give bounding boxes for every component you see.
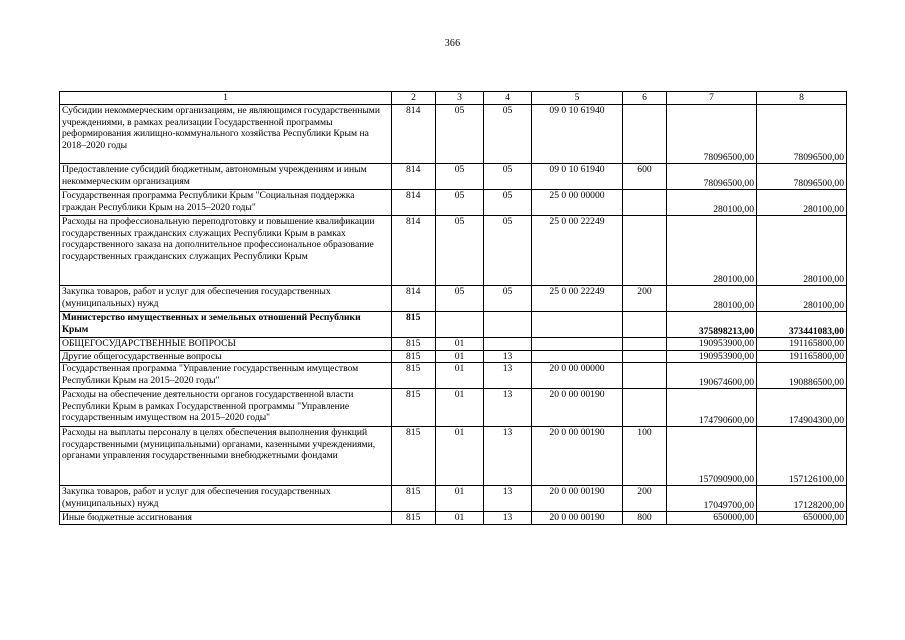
amount-8-cell: 174904300,00 xyxy=(757,389,847,427)
code-6-cell xyxy=(623,190,667,216)
row-name-cell: Предоставление субсидий бюджетным, автономным учреждениям и иным некоммерческим организациям xyxy=(60,164,392,190)
code-4-cell: 05 xyxy=(484,164,532,190)
column-header: 2 xyxy=(392,92,436,105)
code-4-cell: 13 xyxy=(484,389,532,427)
code-3-cell: 01 xyxy=(436,486,484,512)
amount-7-cell: 280100,00 xyxy=(667,286,757,312)
code-4-cell xyxy=(484,312,532,338)
code-4-cell: 13 xyxy=(484,486,532,512)
code-5-cell: 20 0 00 00190 xyxy=(532,512,623,525)
code-2-cell: 815 xyxy=(392,427,436,486)
column-header: 3 xyxy=(436,92,484,105)
column-header: 8 xyxy=(757,92,847,105)
code-6-cell xyxy=(623,105,667,164)
amount-8-cell: 17128200,00 xyxy=(757,486,847,512)
table-row xyxy=(60,164,847,190)
code-6-cell: 800 xyxy=(623,512,667,525)
code-5-cell: 20 0 00 00190 xyxy=(532,486,623,512)
row-name-cell: Расходы на выплаты персоналу в целях обеспечения выполнения функций государственными (муниципальными) органами, казенными учреждениями, органами управления государственными внебюджетными фондами xyxy=(60,427,392,486)
code-5-cell: 25 0 00 22249 xyxy=(532,286,623,312)
table-row xyxy=(60,427,847,486)
code-5-cell: 20 0 00 00000 xyxy=(532,363,623,389)
table-row xyxy=(60,512,847,525)
code-2-cell: 814 xyxy=(392,105,436,164)
table-row xyxy=(60,190,847,216)
code-3-cell: 05 xyxy=(436,164,484,190)
code-5-cell xyxy=(532,338,623,351)
code-5-cell: 25 0 00 22249 xyxy=(532,216,623,286)
code-4-cell: 13 xyxy=(484,427,532,486)
code-4-cell: 05 xyxy=(484,216,532,286)
code-6-cell xyxy=(623,389,667,427)
code-2-cell: 814 xyxy=(392,216,436,286)
budget-table xyxy=(59,91,847,525)
page-number: 366 xyxy=(444,38,461,49)
amount-7-cell: 157090900,00 xyxy=(667,427,757,486)
code-4-cell: 13 xyxy=(484,363,532,389)
code-5-cell xyxy=(532,350,623,363)
amount-7-cell: 190953900,00 xyxy=(667,338,757,351)
code-4-cell xyxy=(484,338,532,351)
column-header: 1 xyxy=(60,92,392,105)
amount-8-cell: 191165800,00 xyxy=(757,350,847,363)
code-3-cell xyxy=(436,312,484,338)
code-3-cell: 01 xyxy=(436,427,484,486)
amount-8-cell: 373441083,00 xyxy=(757,312,847,338)
code-2-cell: 814 xyxy=(392,190,436,216)
amount-7-cell: 650000,00 xyxy=(667,512,757,525)
table-row xyxy=(60,105,847,164)
code-5-cell: 20 0 00 00190 xyxy=(532,389,623,427)
code-4-cell: 05 xyxy=(484,190,532,216)
code-3-cell: 05 xyxy=(436,190,484,216)
code-6-cell xyxy=(623,350,667,363)
code-5-cell: 09 0 10 61940 xyxy=(532,164,623,190)
table-row xyxy=(60,486,847,512)
code-3-cell: 01 xyxy=(436,512,484,525)
table-header-row xyxy=(60,92,847,105)
code-5-cell xyxy=(532,312,623,338)
amount-8-cell: 280100,00 xyxy=(757,216,847,286)
code-4-cell: 05 xyxy=(484,286,532,312)
code-3-cell: 01 xyxy=(436,363,484,389)
code-4-cell: 13 xyxy=(484,350,532,363)
code-3-cell: 05 xyxy=(436,286,484,312)
amount-7-cell: 174790600,00 xyxy=(667,389,757,427)
row-name-cell: Закупка товаров, работ и услуг для обеспечения государственных (муниципальных) нужд xyxy=(60,486,392,512)
amount-7-cell: 78096500,00 xyxy=(667,164,757,190)
table-row xyxy=(60,286,847,312)
code-5-cell: 25 0 00 00000 xyxy=(532,190,623,216)
table-row xyxy=(60,363,847,389)
code-4-cell: 05 xyxy=(484,105,532,164)
code-2-cell: 814 xyxy=(392,164,436,190)
row-name-cell: Расходы на профессиональную переподготовку и повышение квалификации государственных гражданских служащих Республики Крым в рамках государственного заказа на дополнительное профессиональное образование государственных гражданских служащих Республики Крым xyxy=(60,216,392,286)
amount-7-cell: 190674600,00 xyxy=(667,363,757,389)
amount-8-cell: 650000,00 xyxy=(757,512,847,525)
code-6-cell: 200 xyxy=(623,286,667,312)
row-name-cell: Закупка товаров, работ и услуг для обеспечения государственных (муниципальных) нужд xyxy=(60,286,392,312)
column-header: 5 xyxy=(532,92,623,105)
code-4-cell: 13 xyxy=(484,512,532,525)
amount-8-cell: 280100,00 xyxy=(757,190,847,216)
code-5-cell: 09 0 10 61940 xyxy=(532,105,623,164)
row-name-cell: Расходы на обеспечение деятельности органов государственной власти Республики Крым в рамках Государственной программы "Управление государственным имуществом на 2015–2020 годы" xyxy=(60,389,392,427)
amount-7-cell: 280100,00 xyxy=(667,216,757,286)
code-3-cell: 01 xyxy=(436,338,484,351)
row-name-cell: Государственная программа Республики Крым "Социальная поддержка граждан Республики Крым на 2015–2020 годы" xyxy=(60,190,392,216)
table-row xyxy=(60,216,847,286)
code-6-cell xyxy=(623,338,667,351)
code-2-cell: 815 xyxy=(392,363,436,389)
code-2-cell: 815 xyxy=(392,512,436,525)
amount-7-cell: 375898213,00 xyxy=(667,312,757,338)
table-row xyxy=(60,338,847,351)
amount-8-cell: 280100,00 xyxy=(757,286,847,312)
row-name-cell: Министерство имущественных и земельных отношений Республики Крым xyxy=(60,312,392,338)
code-6-cell: 200 xyxy=(623,486,667,512)
code-5-cell: 20 0 00 00190 xyxy=(532,427,623,486)
row-name-cell: Другие общегосударственные вопросы xyxy=(60,350,392,363)
code-6-cell xyxy=(623,312,667,338)
column-header: 7 xyxy=(667,92,757,105)
amount-8-cell: 191165800,00 xyxy=(757,338,847,351)
code-2-cell: 815 xyxy=(392,350,436,363)
amount-7-cell: 17049700,00 xyxy=(667,486,757,512)
amount-8-cell: 78096500,00 xyxy=(757,105,847,164)
table-row xyxy=(60,312,847,338)
code-6-cell: 100 xyxy=(623,427,667,486)
code-6-cell: 600 xyxy=(623,164,667,190)
code-6-cell xyxy=(623,363,667,389)
code-3-cell: 05 xyxy=(436,105,484,164)
column-header: 6 xyxy=(623,92,667,105)
code-2-cell: 815 xyxy=(392,389,436,427)
table-row xyxy=(60,389,847,427)
row-name-cell: Государственная программа "Управление государственным имуществом Республики Крым на 2015–2020 годы" xyxy=(60,363,392,389)
code-3-cell: 01 xyxy=(436,350,484,363)
code-2-cell: 815 xyxy=(392,312,436,338)
amount-7-cell: 78096500,00 xyxy=(667,105,757,164)
amount-8-cell: 157126100,00 xyxy=(757,427,847,486)
code-2-cell: 815 xyxy=(392,486,436,512)
code-3-cell: 05 xyxy=(436,216,484,286)
amount-7-cell: 280100,00 xyxy=(667,190,757,216)
code-2-cell: 814 xyxy=(392,286,436,312)
code-6-cell xyxy=(623,216,667,286)
amount-8-cell: 78096500,00 xyxy=(757,164,847,190)
row-name-cell: Иные бюджетные ассигнования xyxy=(60,512,392,525)
code-3-cell: 01 xyxy=(436,389,484,427)
column-header: 4 xyxy=(484,92,532,105)
amount-8-cell: 190886500,00 xyxy=(757,363,847,389)
amount-7-cell: 190953900,00 xyxy=(667,350,757,363)
code-2-cell: 815 xyxy=(392,338,436,351)
row-name-cell: Субсидии некоммерческим организациям, не являющимся государственными учреждениями, в рамках реализации Государственной программы реформирования жилищно-коммунального хозяйства Республики Крым на 2018–2020 годы xyxy=(60,105,392,164)
row-name-cell: ОБЩЕГОСУДАРСТВЕННЫЕ ВОПРОСЫ xyxy=(60,338,392,351)
table-row xyxy=(60,350,847,363)
